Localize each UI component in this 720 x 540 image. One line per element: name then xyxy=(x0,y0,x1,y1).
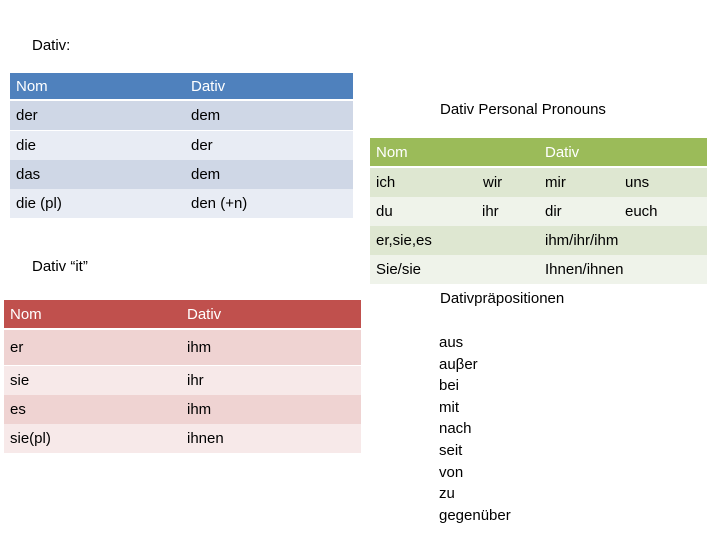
cell-dativ-plural: uns xyxy=(625,174,650,191)
dativ-title: Dativ: xyxy=(32,37,71,54)
list-item: gegenüber xyxy=(439,506,511,524)
cell-nom-singular: du xyxy=(376,203,393,220)
personal-pronouns-title: Dativ Personal Pronouns xyxy=(440,101,606,118)
cell-nom: sie xyxy=(10,372,30,389)
list-item: von xyxy=(439,463,464,481)
cell-dativ: den (+n) xyxy=(191,195,248,212)
dativ-it-title: Dativ “it” xyxy=(32,258,88,275)
cell-nom: das xyxy=(16,166,41,183)
cell-nom-plural: wir xyxy=(483,174,503,191)
cell-dativ-singular: Ihnen/ihnen xyxy=(545,261,624,278)
list-item: auβer xyxy=(439,355,478,373)
table-row xyxy=(370,226,707,257)
prepositions-list xyxy=(439,332,511,526)
header-dativ: Dativ xyxy=(191,77,226,95)
cell-dativ: ihr xyxy=(187,372,204,389)
list-item: bei xyxy=(439,377,460,395)
cell-dativ: der xyxy=(191,137,213,154)
cell-nom: es xyxy=(10,401,26,418)
cell-nom-singular: Sie/sie xyxy=(376,261,422,278)
list-item: seit xyxy=(439,441,463,459)
table-row xyxy=(4,395,361,426)
cell-nom: die xyxy=(16,137,37,154)
header-nom: Nom xyxy=(16,77,48,95)
praepositionen-title: Dativpräpositionen xyxy=(440,290,565,307)
cell-nom-plural: ihr xyxy=(482,203,499,220)
table-row xyxy=(4,330,361,367)
cell-dativ-singular: dir xyxy=(545,203,562,220)
cell-dativ: ihm xyxy=(187,339,212,356)
table-row xyxy=(370,168,707,199)
table-row xyxy=(4,366,361,397)
pronouns-table xyxy=(370,138,707,284)
cell-nom-singular: er,sie,es xyxy=(376,232,432,249)
cell-dativ: ihm xyxy=(187,401,212,418)
cell-dativ-singular: mir xyxy=(545,174,566,191)
table-row xyxy=(10,160,353,191)
header-dativ: Dativ xyxy=(545,143,580,161)
header-dativ: Dativ xyxy=(187,305,222,323)
list-item: aus xyxy=(439,334,464,351)
cell-nom-singular: ich xyxy=(376,174,396,191)
cell-nom: sie(pl) xyxy=(10,430,51,447)
list-item: zu xyxy=(439,485,455,503)
cell-dativ-singular: ihm/ihr/ihm xyxy=(545,232,619,249)
header-nom: Nom xyxy=(10,305,42,323)
cell-dativ: dem xyxy=(191,166,221,183)
table-header-row xyxy=(4,300,361,330)
table-row xyxy=(10,101,353,132)
table-header-row xyxy=(370,138,707,168)
table-row xyxy=(10,131,353,162)
header-nom: Nom xyxy=(376,143,408,161)
table-row xyxy=(370,197,707,228)
table-row xyxy=(4,424,361,453)
cell-nom: er xyxy=(10,339,24,356)
it-table xyxy=(4,300,361,453)
table-row xyxy=(10,189,353,218)
cell-dativ: ihnen xyxy=(187,430,224,447)
cell-dativ: dem xyxy=(191,107,221,124)
cell-dativ-plural: euch xyxy=(625,203,658,220)
cell-nom: die (pl) xyxy=(16,195,62,212)
articles-table xyxy=(10,73,353,218)
cell-nom: der xyxy=(16,107,38,124)
list-item: mit xyxy=(439,398,459,416)
table-row xyxy=(370,255,707,284)
list-item: nach xyxy=(439,420,472,438)
table-header-row xyxy=(10,73,353,101)
